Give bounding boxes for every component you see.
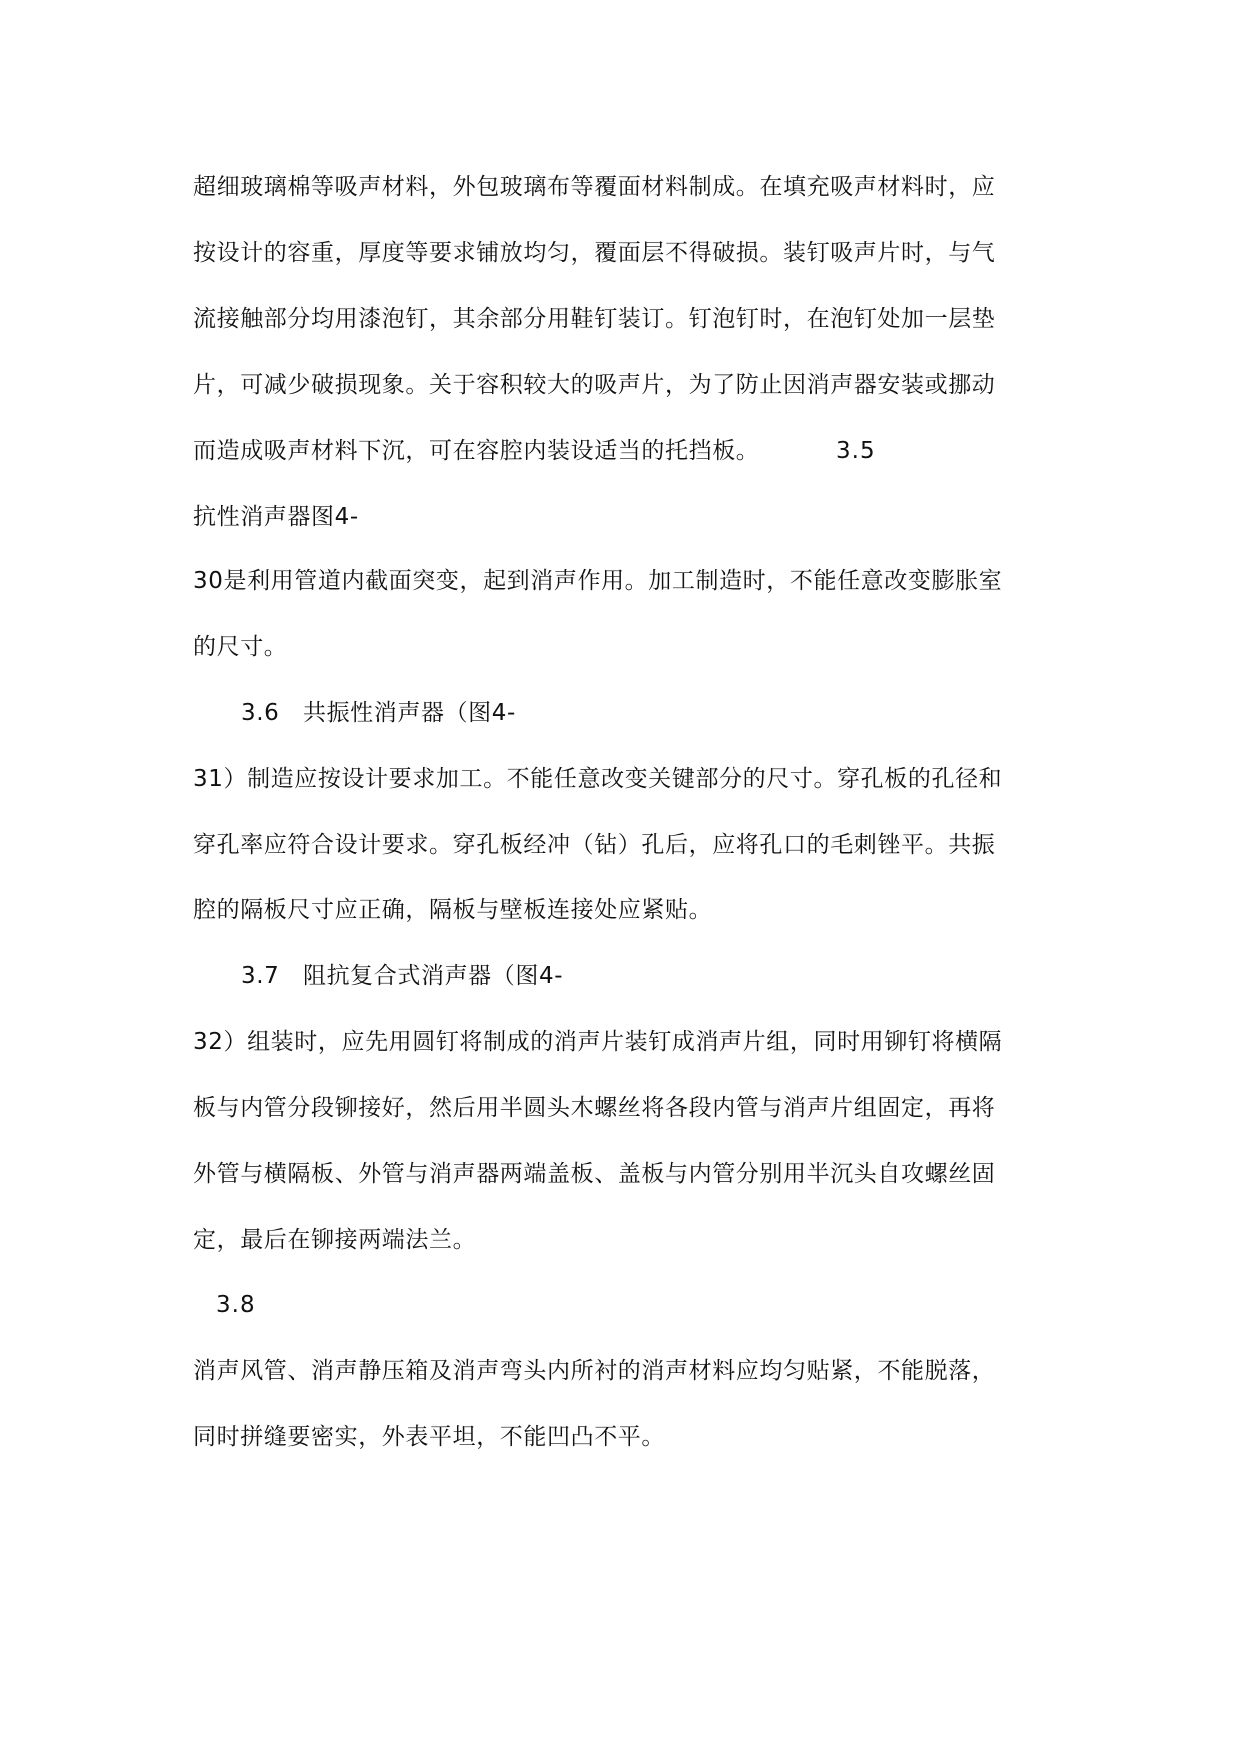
text-line: 穿孔率应符合设计要求。穿孔板经冲（钻）孔后，应将孔口的毛刺锉平。共振 xyxy=(193,832,996,858)
text-line: 31）制造应按设计要求加工。不能任意改变关键部分的尺寸。穿孔板的孔径和 xyxy=(193,766,1003,792)
text-line: 定，最后在铆接两端法兰。 xyxy=(193,1227,477,1253)
text-line: 的尺寸。 xyxy=(193,634,288,660)
text-line: 而造成吸声材料下沉，可在容腔内装设适当的托挡板。 xyxy=(193,438,760,464)
section-number: 3.8 xyxy=(216,1292,256,1318)
text-line: 腔的隔板尺寸应正确，隔板与壁板连接处应紧贴。 xyxy=(193,897,713,923)
text-line: 32）组装时，应先用圆钉将制成的消声片装钉成消声片组，同时用铆钉将横隔 xyxy=(193,1029,1003,1055)
text-line: 流接触部分均用漆泡钉，其余部分用鞋钉装订。钉泡钉时，在泡钉处加一层垫 xyxy=(193,306,996,332)
text-line: 30是利用管道内截面突变，起到消声作用。加工制造时，不能任意改变膨胀室 xyxy=(193,568,1003,594)
text-line: 同时拼缝要密实，外表平坦，不能凹凸不平。 xyxy=(193,1424,665,1450)
text-line: 片，可减少破损现象。关于容积较大的吸声片，为了防止因消声器安装或挪动 xyxy=(193,372,996,398)
text-line: 板与内管分段铆接好，然后用半圆头木螺丝将各段内管与消声片组固定，再将 xyxy=(193,1095,996,1121)
section-heading: 3.7 阻抗复合式消声器（图4- xyxy=(241,963,564,989)
text-line: 按设计的容重，厚度等要求铺放均匀，覆面层不得破损。装钉吸声片时，与气 xyxy=(193,240,996,266)
text-line: 抗性消声器图4- xyxy=(193,504,359,530)
text-line: 消声风管、消声静压箱及消声弯头内所衬的消声材料应均匀贴紧，不能脱落， xyxy=(193,1358,996,1384)
text-line: 外管与横隔板、外管与消声器两端盖板、盖板与内管分别用半沉头自攻螺丝固 xyxy=(193,1161,996,1187)
section-heading: 3.6 共振性消声器（图4- xyxy=(241,700,516,726)
section-number: 3.5 xyxy=(836,438,876,464)
text-line: 超细玻璃棉等吸声材料，外包玻璃布等覆面材料制成。在填充吸声材料时，应 xyxy=(193,174,996,200)
